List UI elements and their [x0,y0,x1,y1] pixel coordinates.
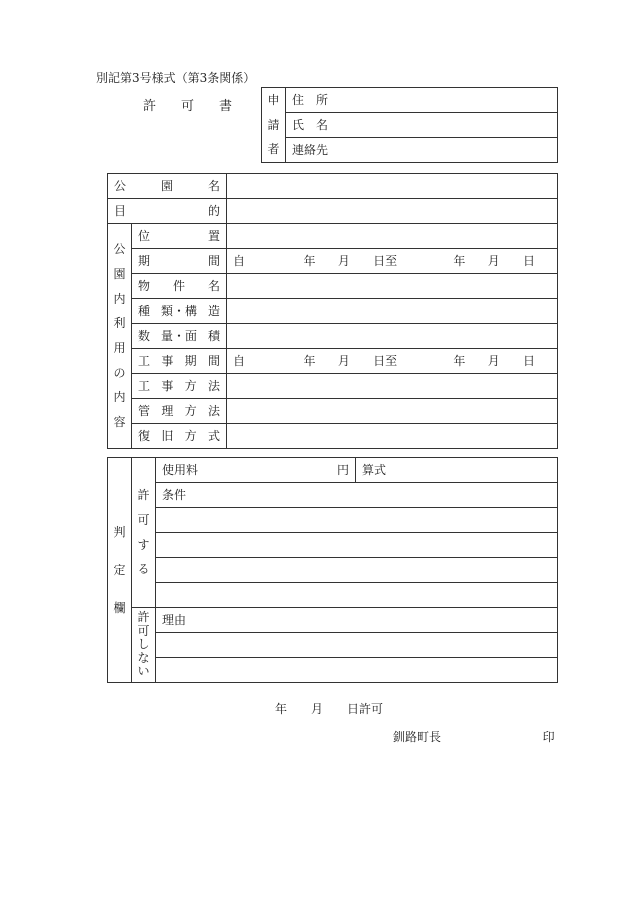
permit-char: 可 [137,512,150,527]
purpose-label [108,199,227,224]
reason-line[interactable] [156,633,558,658]
conditions-line[interactable] [156,558,558,583]
construction-method-field[interactable] [227,374,558,399]
permit-date [275,700,383,717]
park-name-label [108,174,227,199]
applicant-name-field[interactable] [286,113,558,138]
month-label: 月 [311,702,324,716]
label-char: 名 [208,179,221,193]
mayor-signature-line [393,728,555,745]
reason-line[interactable] [156,658,558,683]
permit-char: 許 [137,488,150,503]
quantity-area-field[interactable] [227,324,558,349]
deny-char: な [137,650,150,665]
formula-label: 算式 [362,463,387,477]
construction-period-label: 工 事 期 間 [132,349,227,374]
deny-char: し [137,637,150,652]
conditions-line[interactable] [156,583,558,608]
side-char: 判 [113,525,126,539]
location-field[interactable] [227,224,558,249]
permit-side-label [132,458,156,608]
deny-char: い [137,664,150,679]
location-label: 位 置 [132,224,227,249]
applicant-table [261,87,558,163]
applicant-address-field[interactable] [286,88,558,113]
usage-content-table [107,173,558,449]
form-number-label: 別記第3号様式（第3条関係） [96,71,256,85]
name-label: 氏 名 [292,118,329,133]
deny-char: 許 [137,610,150,625]
side-char: 内 [113,390,126,405]
title-char: 許 [143,99,157,114]
label-char: 公 [114,179,127,193]
label-char: 目 [114,204,127,218]
reason-label: 理由 [162,613,187,627]
day-permit-label: 日許可 [347,702,384,716]
applicant-contact-field[interactable] [286,138,558,163]
side-char: 利 [113,316,126,331]
purpose-field[interactable] [227,199,558,224]
side-char: 用 [113,341,126,355]
management-method-field[interactable] [227,399,558,424]
judgement-side-label [108,458,132,683]
address-label: 住 所 [292,93,329,108]
type-structure-field[interactable] [227,299,558,324]
park-name-field[interactable] [227,174,558,199]
usage-fee-field[interactable] [156,458,356,483]
object-name-label: 物 件 名 [132,274,227,299]
applicant-side-label [262,88,286,163]
period-label: 期 間 [132,249,227,274]
side-char: 園 [113,266,126,281]
yen-unit: 円 [336,463,349,477]
period-field[interactable]: 自 年 月 日至 年 月 日 [227,249,558,274]
title-char: 書 [219,99,233,114]
usage-fee-label: 使用料 [162,463,199,477]
restoration-method-field[interactable] [227,424,558,449]
side-char: 容 [113,415,126,430]
type-structure-label: 種 類・構 造 [132,299,227,324]
side-char: 公 [113,242,126,257]
side-char: 欄 [113,601,126,615]
label-char: 園 [161,179,174,193]
conditions-line[interactable] [156,508,558,533]
document-title [143,95,257,114]
conditions-line[interactable] [156,533,558,558]
title-char: 可 [181,99,195,114]
quantity-area-label: 数 量・面 積 [132,324,227,349]
deny-char: 可 [137,623,150,638]
formula-field[interactable] [356,458,558,483]
label-char: 的 [208,204,221,218]
side-char: 定 [113,563,126,577]
applicant-char: 請 [267,117,280,132]
side-char: の [113,365,126,380]
side-char: 内 [113,291,126,306]
deny-side-label [132,608,156,683]
permit-char: る [137,562,150,577]
year-label: 年 [275,702,288,716]
object-name-field[interactable] [227,274,558,299]
reason-field[interactable] [156,608,558,633]
restoration-method-label: 復 旧 方 式 [132,424,227,449]
conditions-label: 条件 [162,488,187,502]
contact-label: 連絡先 [292,143,329,158]
usage-content-side-label [108,224,132,449]
conditions-field[interactable] [156,483,558,508]
management-method-label: 管 理 方 法 [132,399,227,424]
judgement-table [107,457,558,683]
applicant-char: 申 [267,93,280,107]
construction-method-label: 工 事 方 法 [132,374,227,399]
mayor-title: 釧路町長 [393,730,442,744]
applicant-char: 者 [267,142,280,157]
seal-mark: 印 [542,730,555,744]
construction-period-field[interactable]: 自 年 月 日至 年 月 日 [227,349,558,374]
permit-char: す [137,537,150,552]
